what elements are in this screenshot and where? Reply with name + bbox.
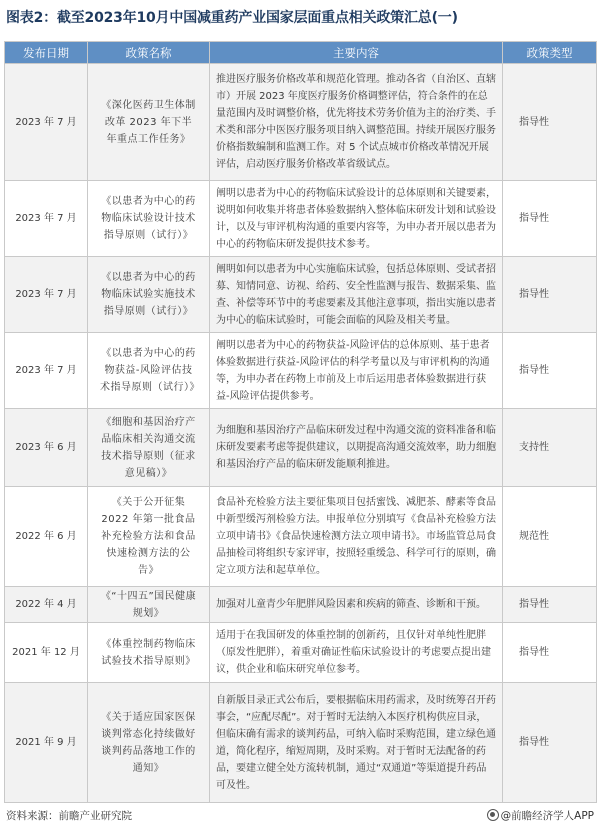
row-policy-name: 《体重控制药物临床试验技术指导原则》: [88, 623, 210, 683]
row-type: 指导性: [503, 623, 597, 683]
row-content: 自新版目录正式公布后，要根据临床用药需求，及时统筹召开药事会，“应配尽配”。对于暂时无法纳入本医疗机构供应目录，但临床确有需求的谈判药品，可纳入临时采购范围，建立绿色通道，简化程序，缩短周期，及时采购。对于暂时无法配备的药品，要建立健全处方流转机制，通过“双通道”等渠道提升药品可及性。: [210, 683, 503, 803]
table-row: [5, 64, 597, 181]
table-row: [5, 623, 597, 683]
table-row: [5, 683, 597, 803]
row-policy-name: 《以患者为中心的药物临床试验实施技术指导原则（试行）》: [88, 257, 210, 333]
chart-title: 图表2：截至2023年10月中国减重药产业国家层面重点相关政策汇总(一): [6, 10, 458, 26]
row-type: 指导性: [503, 587, 597, 623]
row-type: 支持性: [503, 409, 597, 487]
row-policy-name: 《关于公开征集 2022 年第一批食品补充检验方法和食品快速检测方法的公告》: [88, 487, 210, 587]
row-policy-name: 《“十四五”国民健康规划》: [88, 587, 210, 623]
brand-logo-icon: [487, 809, 499, 821]
row-policy-name: 《细胞和基因治疗产品临床相关沟通交流技术指导原则（征求意见稿）》: [88, 409, 210, 487]
row-date: 2023 年 7 月: [5, 181, 88, 257]
table-row: [5, 587, 597, 623]
header-type: 政策类型: [503, 42, 597, 64]
brand-credit: [487, 808, 594, 823]
row-policy-name: 《以患者为中心的药物获益-风险评估技术指导原则（试行）》: [88, 333, 210, 409]
header-date: 发布日期: [5, 42, 88, 64]
policy-table: [4, 41, 597, 803]
header-content: 主要内容: [210, 42, 503, 64]
table-row: [5, 409, 597, 487]
table-row: [5, 487, 597, 587]
row-content: 适用于在我国研发的体重控制的创新药，且仅针对单纯性肥胖（原发性肥胖），着重对确证性临床试验设计的考虑要点提出建议，供企业和临床研究单位参考。: [210, 623, 503, 683]
row-content: 加强对儿童青少年肥胖风险因素和疾病的筛查、诊断和干预。: [210, 587, 503, 623]
row-type: 指导性: [503, 333, 597, 409]
row-date: 2023 年 7 月: [5, 333, 88, 409]
row-content: 为细胞和基因治疗产品临床研发过程中沟通交流的资料准备和临床研发要素考虑等提供建议，以期提高沟通交流效率，助力细胞和基因治疗产品的临床研发能顺利推进。: [210, 409, 503, 487]
row-content: 阐明以患者为中心的药物临床试验设计的总体原则和关键要素，说明如何收集并将患者体验数据纳入整体临床研发计划和试验设计，以及与审评机构沟通的重要内容等，为申办者开展以患者为中心的药物临床研发提供技术参考。: [210, 181, 503, 257]
header-name: 政策名称: [88, 42, 210, 64]
row-content: 推进医疗服务价格改革和规范化管理。推动各省（自治区、直辖市）开展 2023 年度医疗服务价格调整评估，符合条件的在总量范围内及时调整价格，优先将技术劳务价值为主的治疗类、手术类和部分中医医疗服务项目纳入调整范围。持续开展医疗服务价格指数编制和监测工作。对 5 个试点城市价格改革情况开展评估，启动医疗服务价格改革省级试点。: [210, 64, 503, 181]
table-header-row: [5, 42, 597, 64]
row-date: 2022 年 4 月: [5, 587, 88, 623]
row-date: 2023 年 7 月: [5, 257, 88, 333]
row-type: 指导性: [503, 181, 597, 257]
row-content: 阐明以患者为中心的药物获益-风险评估的总体原则、基于患者体验数据进行获益-风险评估的科学考量以及与审评机构的沟通等，为申办者在药物上市前及上市后运用患者体验数据进行获益-风险评估提供参考。: [210, 333, 503, 409]
row-date: 2021 年 12 月: [5, 623, 88, 683]
row-date: 2021 年 9 月: [5, 683, 88, 803]
row-policy-name: 《深化医药卫生体制改革 2023 年下半年重点工作任务》: [88, 64, 210, 181]
row-date: 2023 年 6 月: [5, 409, 88, 487]
row-date: 2023 年 7 月: [5, 64, 88, 181]
row-content: 食品补充检验方法主要征集项目包括蜜饯、减肥茶、酵素等食品中新型缓泻剂检验方法。申报单位分别填写《食品补充检验方法立项申请书》《食品快速检测方法立项申请书》。市场监管总局食品抽检司将组织专家评审，按照轻重缓急、科学可行的原则，确定立项方法和起草单位。: [210, 487, 503, 587]
table-row: [5, 257, 597, 333]
row-date: 2022 年 6 月: [5, 487, 88, 587]
row-type: 指导性: [503, 257, 597, 333]
brand-credit-text: @前瞻经济学人APP: [500, 810, 594, 822]
row-type: 指导性: [503, 683, 597, 803]
source-note: 资料来源：前瞻产业研究院: [6, 810, 132, 822]
table-row: [5, 333, 597, 409]
row-type: 指导性: [503, 64, 597, 181]
row-policy-name: 《以患者为中心的药物临床试验设计技术指导原则（试行）》: [88, 181, 210, 257]
row-policy-name: 《关于适应国家医保谈判常态化持续做好谈判药品落地工作的通知》: [88, 683, 210, 803]
row-type: 规范性: [503, 487, 597, 587]
table-row: [5, 181, 597, 257]
row-content: 阐明如何以患者为中心实施临床试验，包括总体原则、受试者招募、知情同意、访视、给药、安全性监测与报告、数据采集、监查、补偿等环节中的考虑要素及其他注意事项，指出实施以患者为中心的临床试验时，可能会面临的风险及相关考量。: [210, 257, 503, 333]
